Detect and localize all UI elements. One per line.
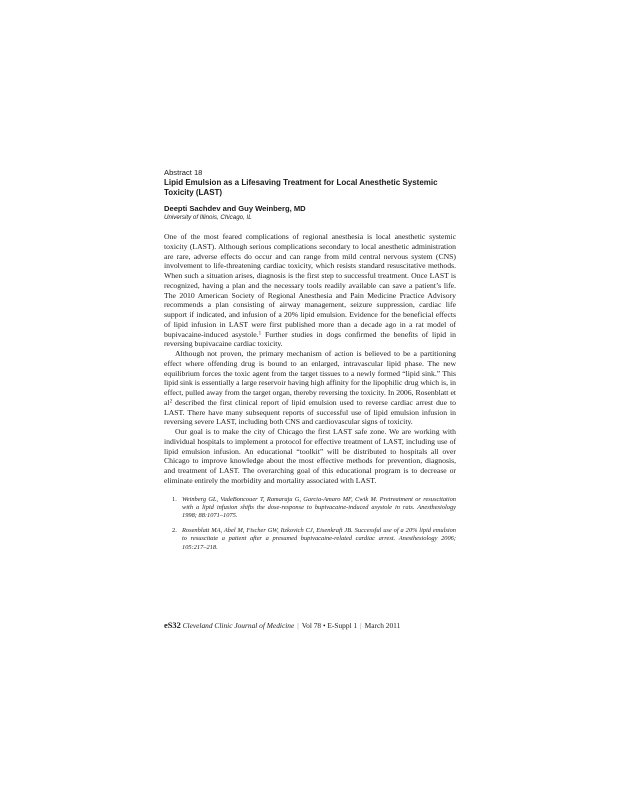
- paragraph-1-text: One of the most feared complications of regional anesthesia is local anesthetic systemic toxicity (LAST). Although serious complications secondary to local anesthetic administration are rare, adverse effects do occur and can range from mild central nervous system (CNS) involvement to life-threatening cardiac toxicity, which resists standard resuscitative methods. When such a situation arises, diagnosis is the first step to successful treatment. Once LAST is recognized, having a plan and the necessary tools readily available can save a patient’s life. The 2010 American Society of Regional Anesthesia and Pain Medicine Practice Advisory recommends a plan consisting of airway management, seizure suppression, cardiac life support if indicated, and infusion of a 20% lipid emulsion. Evidence for the beneficial effects of lipid infusion in LAST were first published more than a decade ago in a rat model of bupivacaine-induced asystole.: [164, 232, 456, 339]
- author-list: Deepti Sachdev and Guy Weinberg, MD: [164, 204, 306, 213]
- paragraph-2: [164, 349, 456, 427]
- page-footer: [164, 621, 464, 631]
- article-title: Lipid Emulsion as a Lifesaving Treatment for Local Anesthetic Systemic Toxicity (LAST): [164, 178, 438, 197]
- reference-list: [164, 496, 456, 552]
- citation-2: 2: [169, 399, 173, 405]
- abstract-number: Abstract 18: [164, 168, 203, 177]
- affiliation: University of Illinois, Chicago, IL: [164, 214, 252, 221]
- paragraph-1-text-cont: Further studies in dogs confirmed the benefits of lipid in reversing bupivacaine cardiac toxicity.: [164, 329, 456, 349]
- reference-item: [164, 496, 456, 521]
- paragraph-2-text: Although not proven, the primary mechanism of action is believed to be a partitioning effect where offending drug is bound to an enlarged, intravascular lipid phase. The new equilibrium forces the toxic agent from the target tissues to a newly formed “lipid sink.” This lipid sink is essentially a large reservoir having high affinity for the lipophilic drug which is, in effect, pulled away from the target organ, thereby reversing the toxicity. In 2006, Rosenblatt et al: [164, 349, 457, 407]
- issue-date: March 2011: [364, 621, 401, 630]
- paragraph-2-text-cont: described the first clinical report of lipid emulsion used to reverse cardiac arrest due to LAST. There have many subsequent reports of successful use of lipid emulsion infusion in reversing severe LAST, including both CNS and cardiovascular signs of toxicity.: [164, 397, 456, 427]
- volume-info: Vol 78 • E-Suppl 1: [301, 621, 358, 630]
- page-number: eS32: [164, 621, 181, 630]
- footer-divider: |: [360, 621, 362, 630]
- footer-divider: |: [297, 621, 299, 630]
- reference-item: [164, 527, 456, 552]
- abstract-article: [164, 168, 456, 558]
- paragraph-3: Our goal is to make the city of Chicago the first LAST safe zone. We are working with individual hospitals to implement a protocol for effective treatment of LAST, including use of lipid emulsion infusion. An educational “toolkit” will be distributed to hospitals all over Chicago to improve knowledge about the most effective methods for prevention, diagnosis, and treatment of LAST. The overarching goal of this educational program is to decrease or eliminate entirely the morbidity and mortality associated with LAST.: [164, 427, 456, 485]
- reference-text: Weinberg GL, VadeBoncouer T, Ramaraju G, Garcia-Amaro MF, Cwik M. Pretreatment or resuscitation with a lipid infusion shifts the dose-response to bupivacaine-induced asystole in rats. Anesthesiology 1998; 88:1071–1075.: [182, 495, 456, 520]
- citation-1: 1: [258, 331, 262, 336]
- journal-name: Cleveland Clinic Journal of Medicine: [182, 621, 295, 630]
- reference-number: 2.: [172, 526, 177, 534]
- reference-text: Rosenblatt MA, Abel M, Fischer GW, Itzkovich CJ, Eisenkraft JB. Successful use of a 20% lipid emulsion to resuscitate a patient after a presumed bupivacaine-related cardiac arrest. Anesthesiology 2006; 105:217–218.: [182, 526, 456, 551]
- article-body: [164, 232, 456, 486]
- paragraph-1: [164, 232, 456, 349]
- reference-number: 1.: [172, 495, 177, 503]
